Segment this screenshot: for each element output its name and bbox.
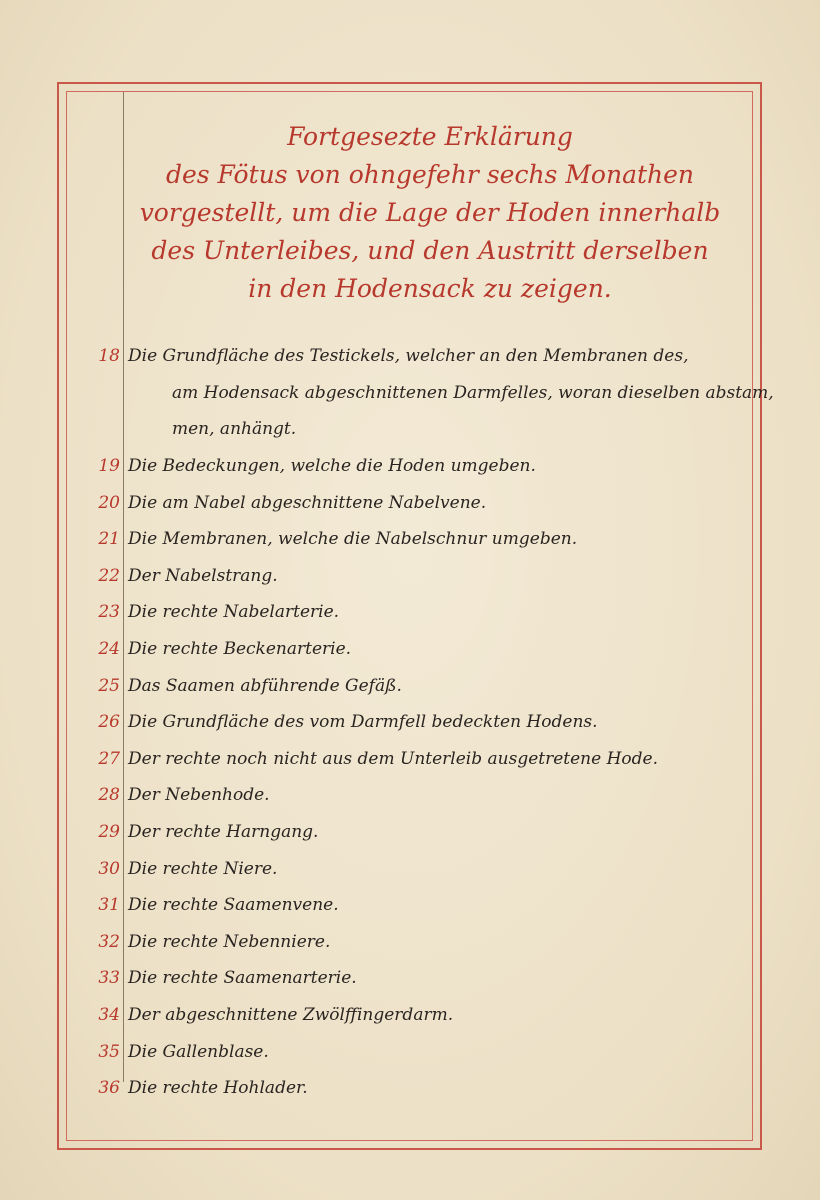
title-line: in den Hodensack zu zeigen. [248,274,612,303]
legend-item [72,594,752,631]
item-number: 20 [98,492,120,513]
item-text: Die rechte Beckenarterie. [128,638,352,659]
item-text: Die rechte Nabelarterie. [128,602,340,623]
item-text: Die rechte Saamenarterie. [128,968,357,989]
item-text [128,338,774,448]
legend-item [72,777,752,814]
item-number: 35 [98,1041,120,1062]
item-text: Die Gallenblase. [128,1041,269,1062]
legend-item [72,558,752,595]
item-number: 32 [98,931,120,952]
legend-item [72,668,752,705]
item-number: 27 [98,748,120,769]
item-text: Die Grundfläche des vom Darmfell bedeckten Hodens. [128,712,598,733]
item-number: 22 [98,565,120,586]
legend-item [72,741,752,778]
item-text: Der abgeschnittene Zwölffingerdarm. [128,1004,454,1025]
item-number: 26 [98,712,120,733]
item-number: 29 [98,821,120,842]
legend-item [72,1034,752,1071]
item-text: Die Bedeckungen, welche die Hoden umgeben. [128,456,536,476]
legend-item [72,997,752,1034]
page-title [130,118,730,308]
legend-item [72,887,752,924]
item-number: 24 [98,638,120,659]
item-text: Die Membranen, welche die Nabelschnur umgeben. [128,529,578,550]
legend-item [72,448,752,485]
item-text: Die rechte Saamenvene. [128,895,339,916]
title-line: Fortgesezte Erklärung [287,122,573,151]
item-number: 18 [98,346,120,366]
item-text: Die rechte Nebenniere. [128,931,331,952]
item-text: Der rechte Harngang. [128,821,319,842]
title-line: vorgestellt, um die Lage der Hoden innerhalb [139,198,721,227]
item-text: Der rechte noch nicht aus dem Unterleib ausgetretene Hode. [128,748,658,769]
item-text: Die rechte Niere. [128,858,278,879]
legend-item [72,851,752,888]
item-number: 36 [98,1078,120,1099]
legend-list [72,338,774,1107]
item-text-line: men, anhängt. [172,419,297,440]
item-number: 30 [98,858,120,879]
item-number: 31 [98,895,120,916]
item-number: 19 [98,456,120,476]
title-line: des Fötus von ohngefehr sechs Monathen [165,160,695,189]
item-text-line: am Hodensack abgeschnittenen Darmfelles, woran dieselben abstam, [172,382,774,403]
legend-item [72,338,774,448]
item-text: Der Nebenhode. [128,785,270,806]
item-text: Die am Nabel abgeschnittene Nabelvene. [128,492,487,513]
item-text: Der Nabelstrang. [128,565,278,586]
item-number: 34 [98,1004,120,1025]
legend-item [72,1070,752,1107]
legend-item [72,704,752,741]
item-text-line: Die Grundfläche des Testickels, welcher an den Membranen des, [128,346,689,366]
legend-item [72,924,752,961]
item-number: 25 [98,675,120,696]
item-number: 28 [98,785,120,806]
legend-item [72,814,752,851]
legend-item [72,485,752,522]
item-number: 33 [98,968,120,989]
item-text: Das Saamen abführende Gefäß. [128,675,402,696]
item-number: 21 [98,529,120,550]
legend-item [72,521,752,558]
legend-item [72,960,752,997]
legend-item [72,631,752,668]
item-number: 23 [98,602,120,623]
item-text: Die rechte Hohlader. [128,1078,308,1099]
title-line: des Unterleibes, und den Austritt derselben [151,236,709,265]
